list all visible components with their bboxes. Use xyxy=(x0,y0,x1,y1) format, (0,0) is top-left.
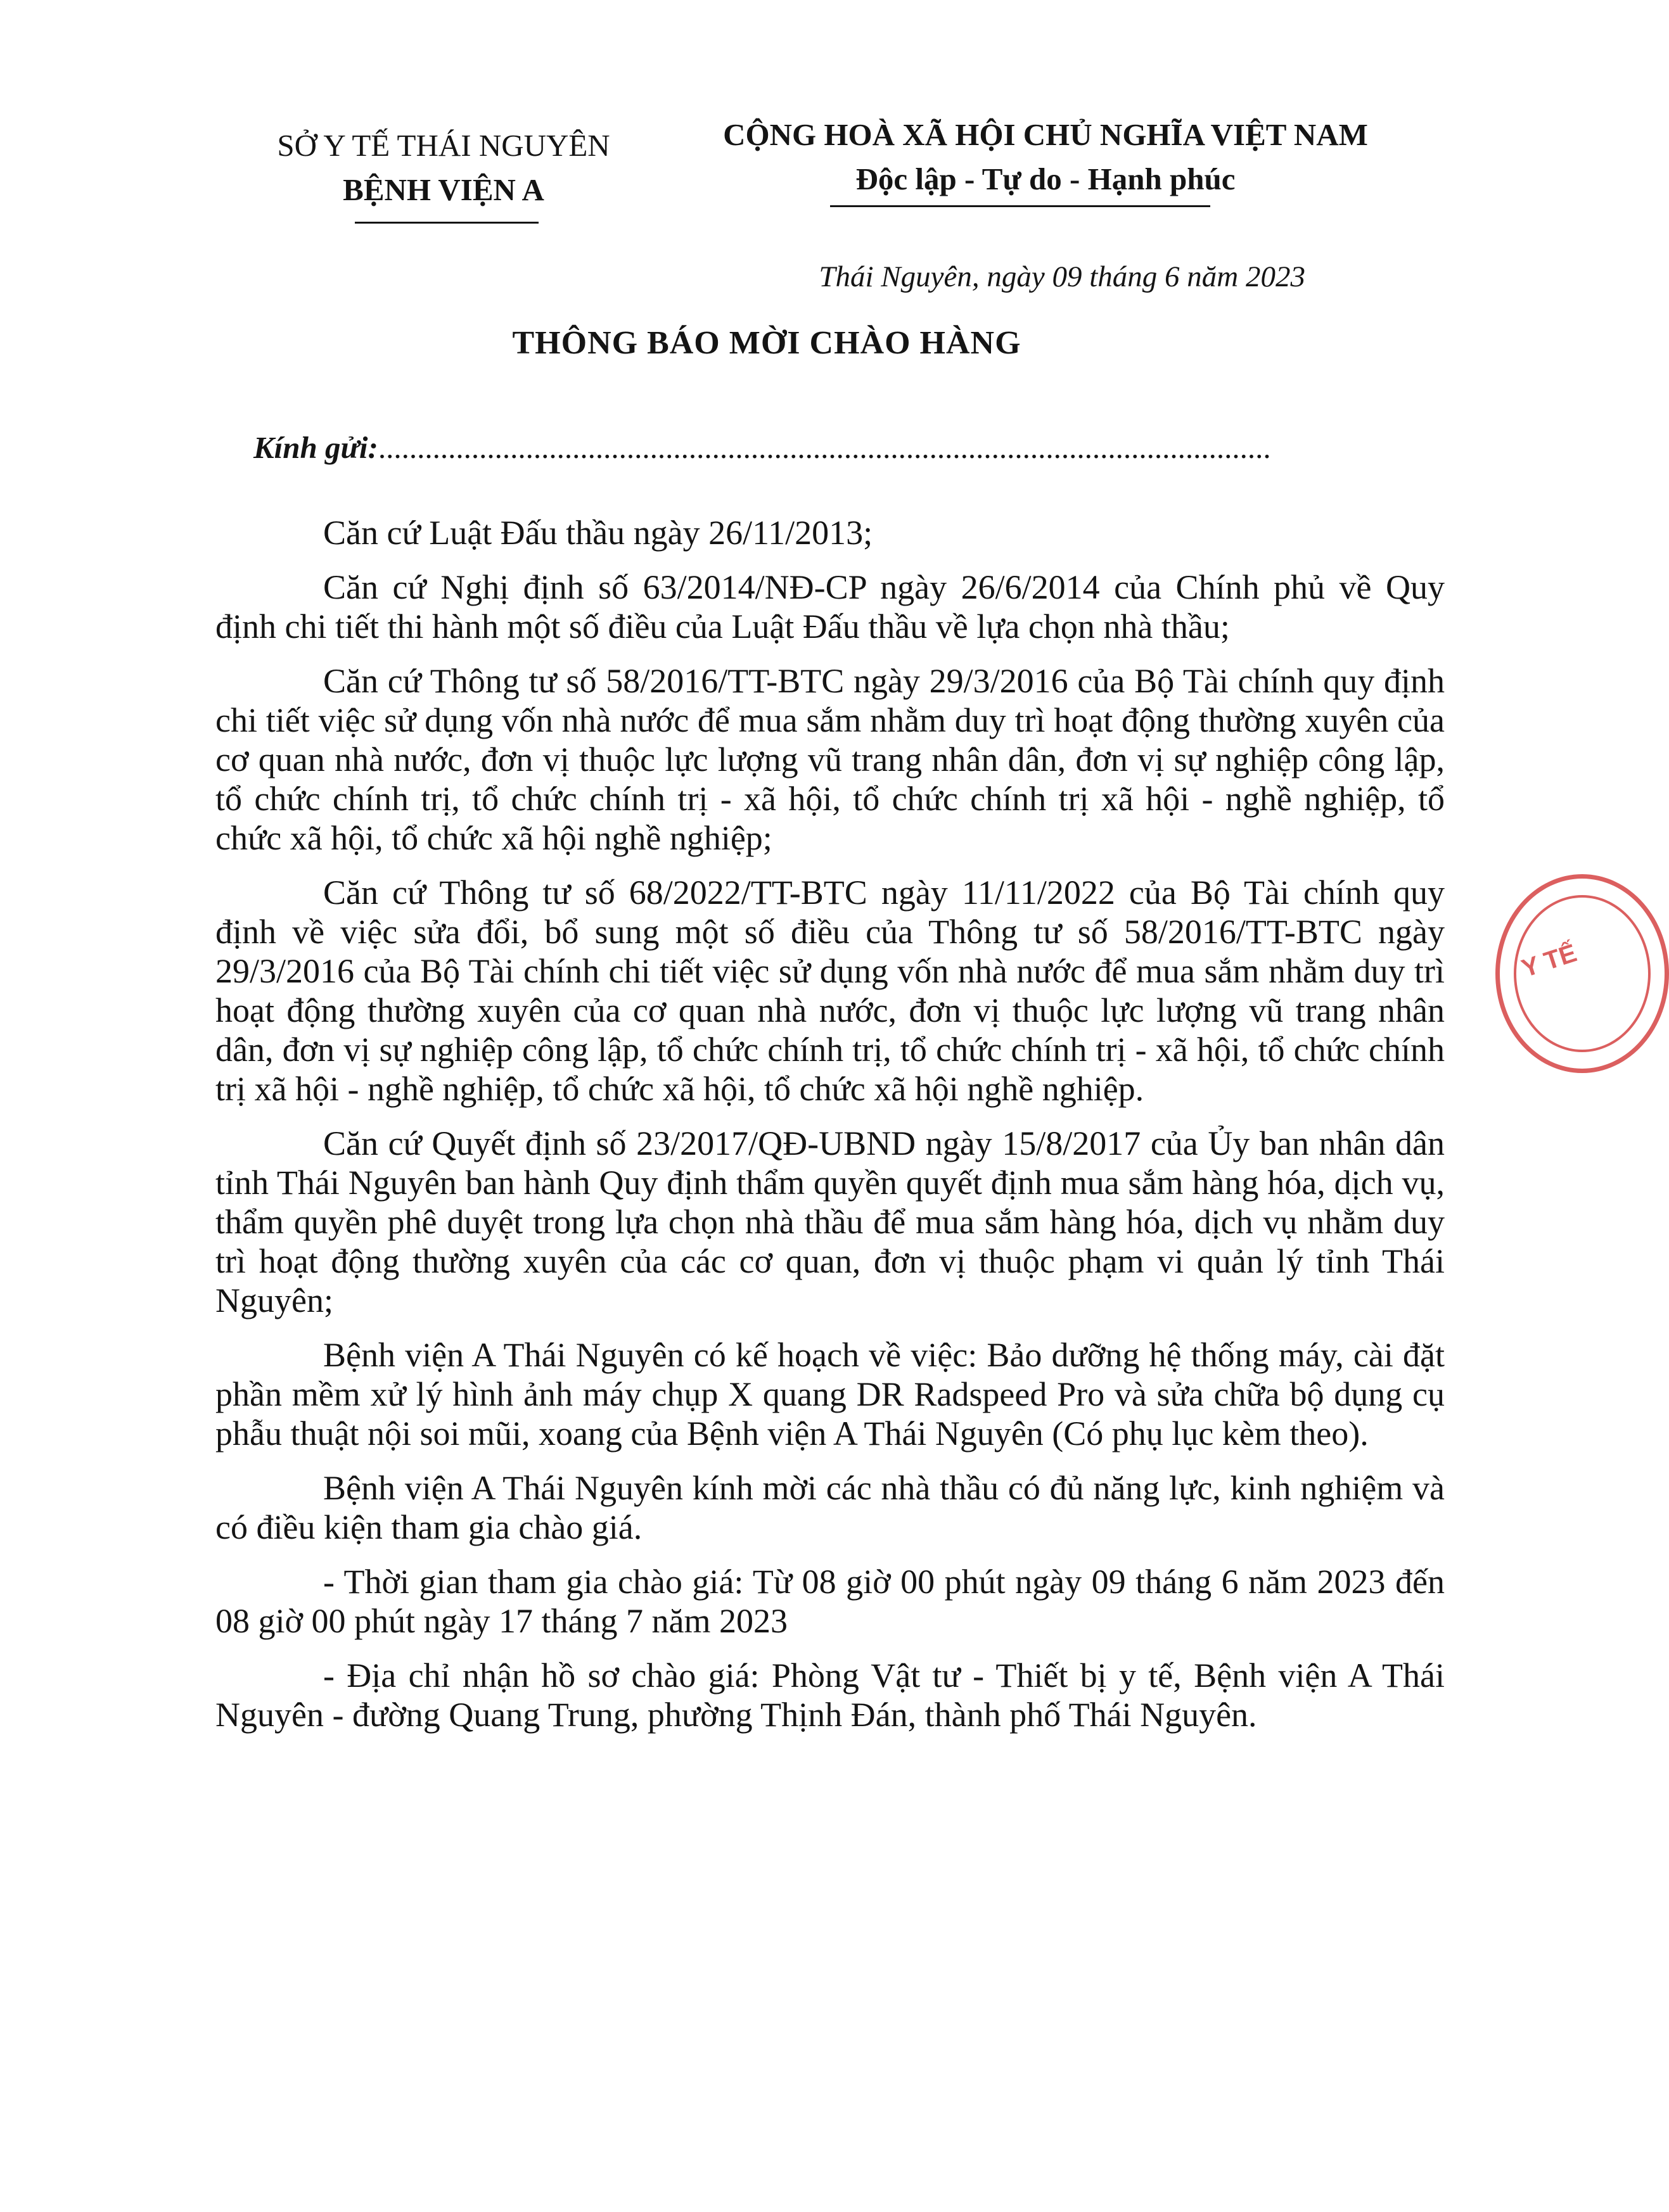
paragraph-plan: Bệnh viện A Thái Nguyên có kế hoạch về việc: Bảo dưỡng hệ thống máy, cài đặt phần mềm xử lý hình ảnh máy chụp X quang DR Radspeed Pro và sửa chữa bộ dụng cụ phẫu thuật nội soi mũi, xoang của Bệnh viện A Thái Nguyên (Có phụ lục kèm theo). xyxy=(215,1336,1445,1452)
national-motto: Độc lập - Tự do - Hạnh phúc xyxy=(855,162,1236,196)
national-motto-block xyxy=(672,113,1419,201)
paragraph-time: - Thời gian tham gia chào giá: Từ 08 giờ 00 phút ngày 09 tháng 6 năm 2023 đến 08 giờ 00 phút ngày 17 tháng 7 năm 2023 xyxy=(215,1563,1445,1640)
stamp-mark: Y TẾ xyxy=(1518,939,1580,983)
national-title: CỘNG HOÀ XÃ HỘI CHỦ NGHĨA VIỆT NAM xyxy=(723,117,1368,152)
parent-agency: SỞ Y TẾ THÁI NGUYÊN xyxy=(277,128,610,163)
paragraph-address: - Địa chỉ nhận hồ sơ chào giá: Phòng Vật tư - Thiết bị y tế, Bệnh viện A Thái Nguyên - đường Quang Trung, phường Thịnh Đán, thành phố Thái Nguyên. xyxy=(215,1656,1445,1734)
paragraph-legal-basis-4: Căn cứ Thông tư số 68/2022/TT-BTC ngày 11/11/2022 của Bộ Tài chính quy định về việc sửa đổi, bổ sung một số điều của Thông tư số 58/2016/TT-BTC ngày 29/3/2016 của Bộ Tài chính chi tiết việc sử dụng vốn nhà nước để mua sắm nhằm duy trì hoạt động thường xuyên của cơ quan nhà nước, đơn vị thuộc lực lượng vũ trang nhân dân, đơn vị sự nghiệp công lập, tổ chức chính trị, tổ chức chính trị - xã hội, tổ chức chính trị xã hội - nghề nghiệp, tổ chức xã hội, tổ chức xã hội nghề nghiệp. xyxy=(215,874,1445,1108)
document-title: THÔNG BÁO MỜI CHÀO HÀNG xyxy=(512,325,1021,361)
red-stamp-icon xyxy=(1495,874,1669,1073)
paragraph-legal-basis-2: Căn cứ Nghị định số 63/2014/NĐ-CP ngày 26/6/2014 của Chính phủ về Quy định chi tiết thi hành một số điều của Luật Đấu thầu về lựa chọn nhà thầu; xyxy=(215,568,1445,645)
paragraph-legal-basis-3: Căn cứ Thông tư số 58/2016/TT-BTC ngày 29/3/2016 của Bộ Tài chính quy định chi tiết việc sử dụng vốn nhà nước để mua sắm nhằm duy trì hoạt động thường xuyên của cơ quan nhà nước, đơn vị thuộc lực lượng vũ trang nhân dân, đơn vị sự nghiệp công lập, tổ chức chính trị, tổ chức chính trị - xã hội, tổ chức chính trị xã hội - nghề nghiệp, tổ chức xã hội, tổ chức xã hội nghề nghiệp; xyxy=(215,662,1445,857)
motto-underline xyxy=(830,205,1210,207)
issuing-agency: BỆNH VIỆN A xyxy=(343,172,544,207)
paragraph-legal-basis-5: Căn cứ Quyết định số 23/2017/QĐ-UBND ngày 15/8/2017 của Ủy ban nhân dân tỉnh Thái Nguyên ban hành Quy định thẩm quyền quyết định mua sắm hàng hóa, dịch vụ, thẩm quyền phê duyệt trong lựa chọn nhà thầu để mua sắm hàng hóa, dịch vụ nhằm duy trì hoạt động thường xuyên của các cơ quan, đơn vị thuộc phạm vi quản lý tỉnh Thái Nguyên; xyxy=(215,1124,1445,1319)
date-line: Thái Nguyên, ngày 09 tháng 6 năm 2023 xyxy=(819,260,1305,293)
recipient-line xyxy=(253,429,1271,466)
paragraph-legal-basis-1: Căn cứ Luật Đấu thầu ngày 26/11/2013; xyxy=(323,514,873,552)
issuing-agency-block xyxy=(247,124,640,212)
paragraph-invitation: Bệnh viện A Thái Nguyên kính mời các nhà thầu có đủ năng lực, kinh nghiệm và có điều kiện tham gia chào giá. xyxy=(215,1469,1445,1546)
agency-underline xyxy=(355,222,539,224)
recipient-dots: ................................................................................................................... xyxy=(378,430,1271,465)
document-body xyxy=(215,513,1445,1750)
recipient-label: Kính gửi: xyxy=(253,430,378,465)
